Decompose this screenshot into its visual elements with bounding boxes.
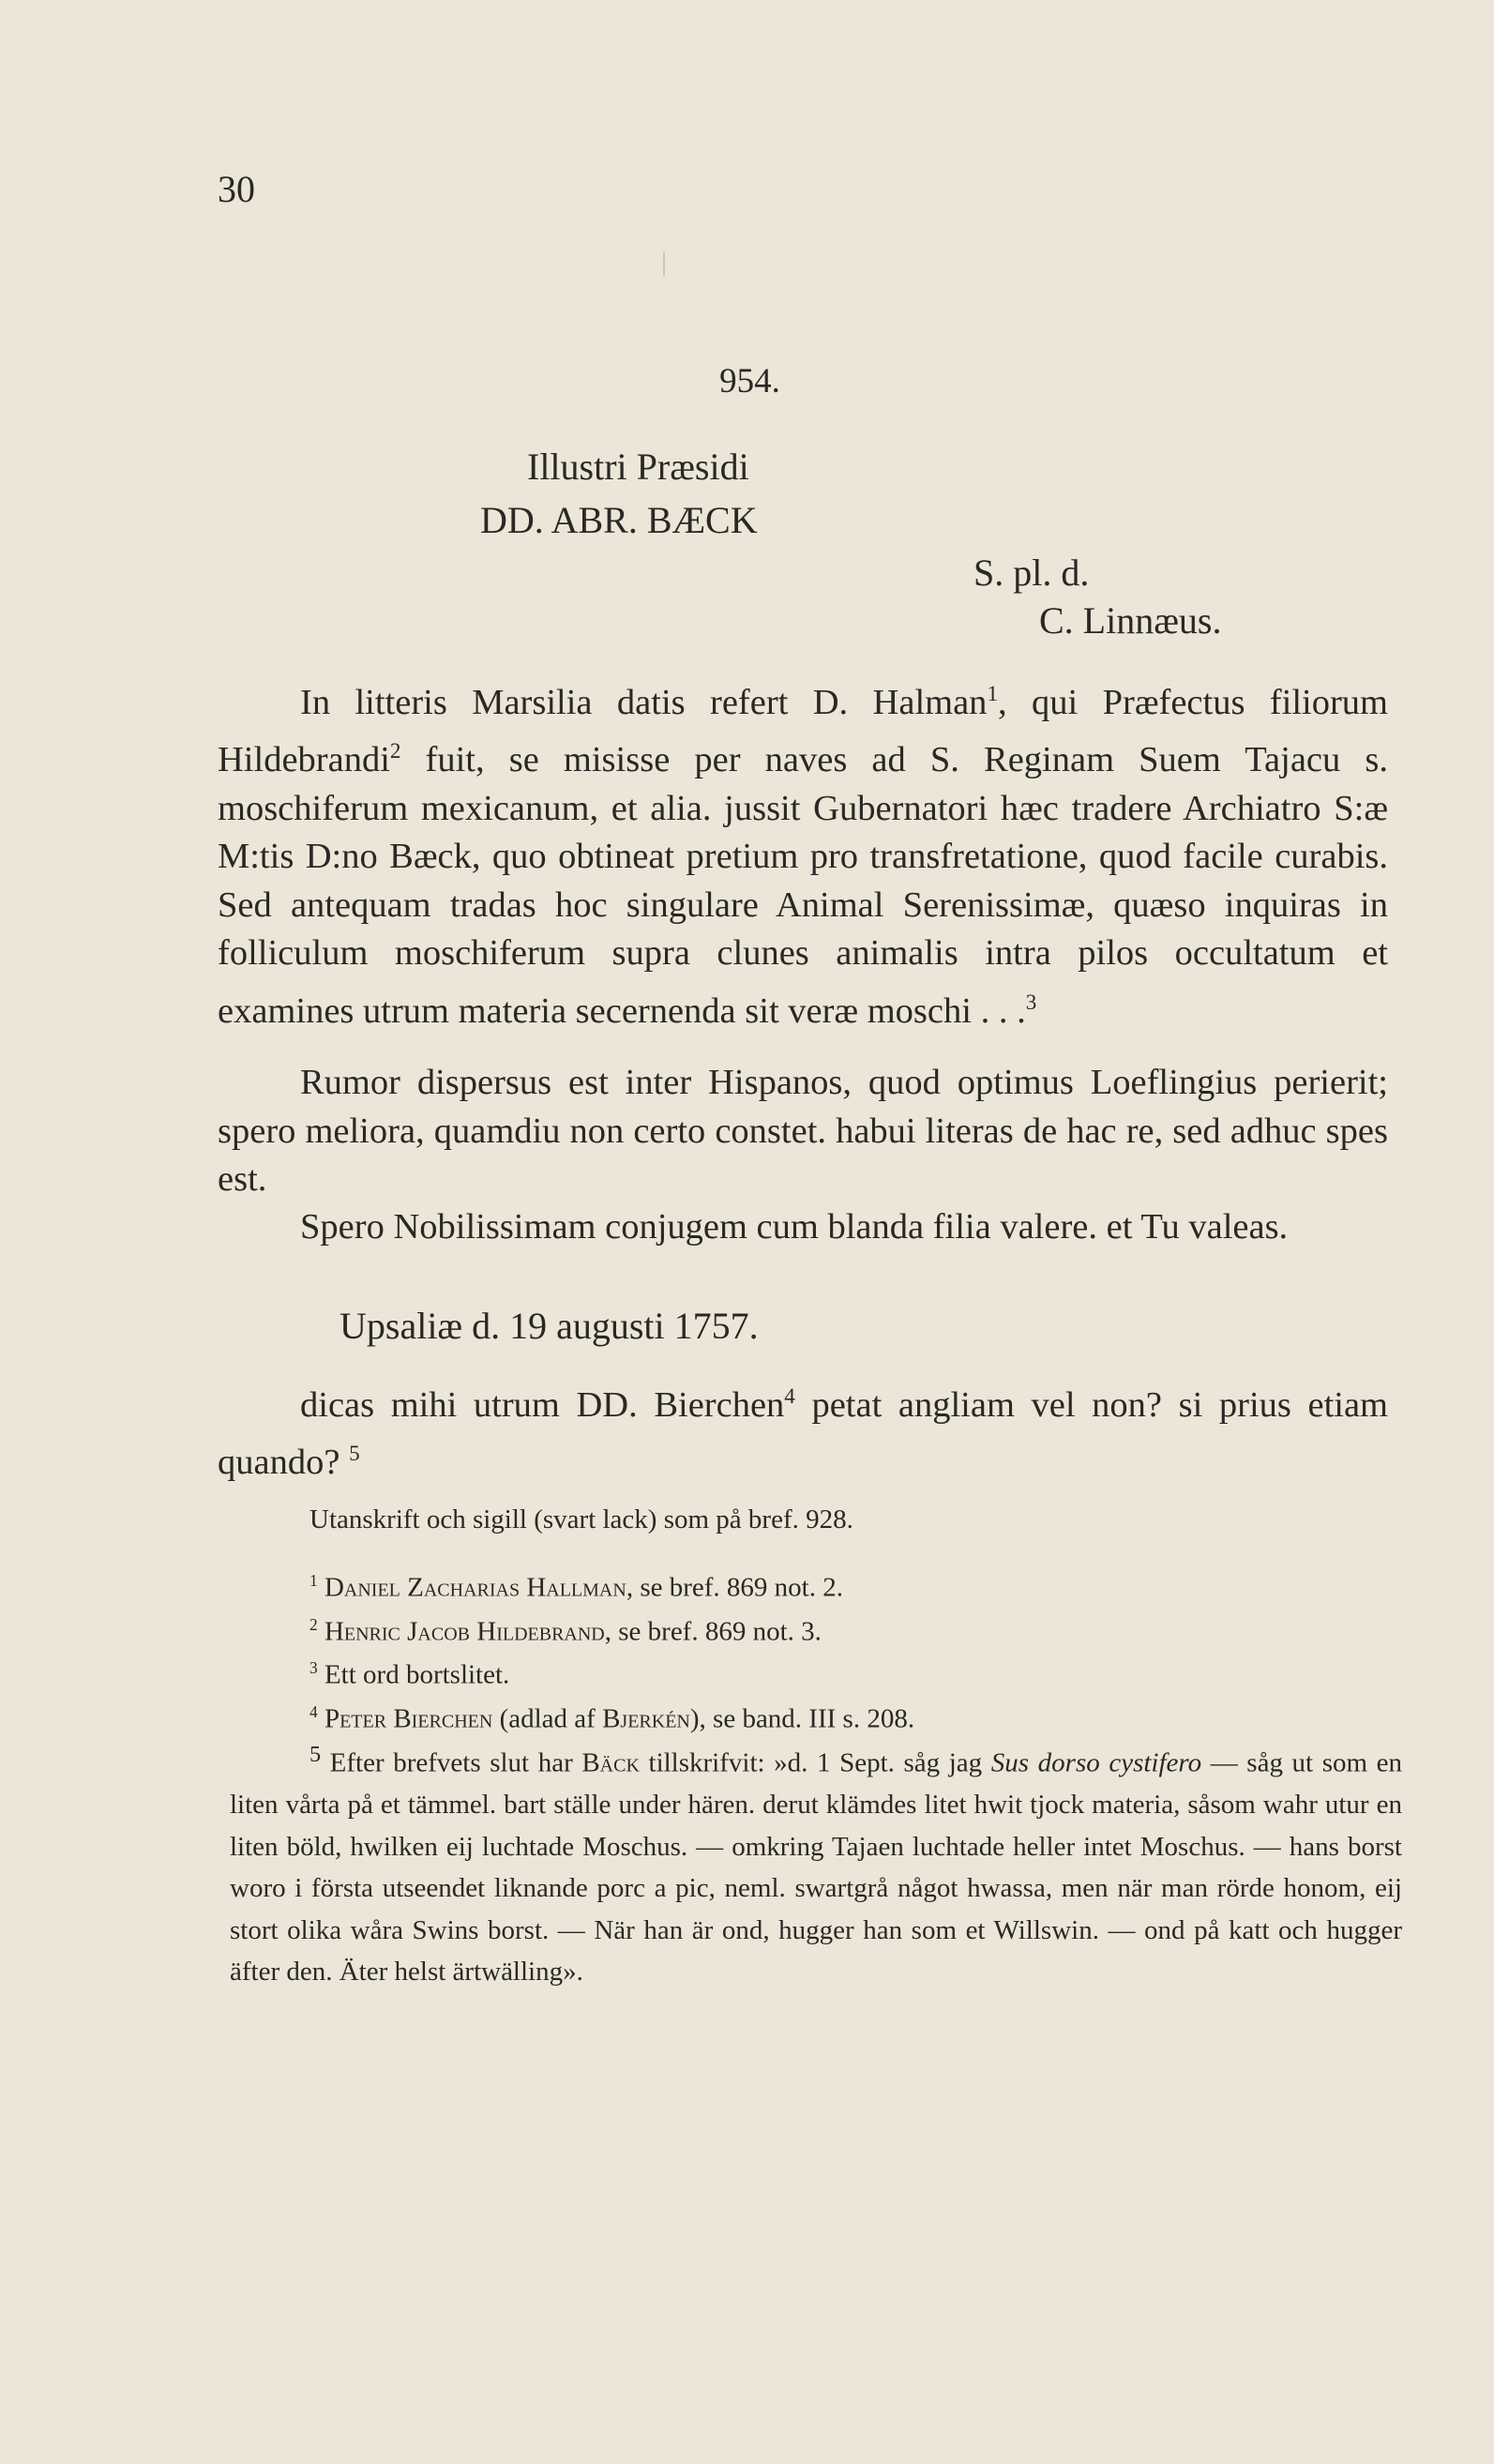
p1-text-b: , qui Præfectus filiorum Hildebrandi — [218, 682, 1388, 780]
footnote-3 — [309, 1658, 509, 1691]
footnote-5-b: tillskrifvit: »d. 1 Sept. såg jag — [639, 1747, 991, 1778]
salutation-line-1: S. pl. d. — [973, 552, 1090, 594]
footnote-4-number: 4 — [309, 1702, 318, 1721]
p1-text-a: In litteris Marsilia datis refert D. Halman — [300, 682, 988, 722]
footnote-1-number: 1 — [309, 1571, 318, 1590]
letter-number: 954. — [719, 362, 780, 401]
footnote-4 — [309, 1702, 914, 1735]
footnote-2-name: Henric Jacob Hildebrand — [324, 1616, 605, 1647]
footnote-5 — [230, 1734, 1402, 1993]
footnote-1-name: Daniel Zacharias Hallman — [324, 1572, 626, 1603]
footnote-2 — [309, 1615, 822, 1648]
address-line-2: DD. ABR. BÆCK — [480, 499, 758, 541]
footnote-5-a: Efter brefvets slut har — [329, 1747, 582, 1778]
footnote-ref-5: 5 — [349, 1441, 360, 1466]
footnote-3-number: 3 — [309, 1658, 318, 1677]
footnote-ref-2: 2 — [389, 738, 401, 763]
footnote-5-italic: Sus dorso cystifero — [990, 1747, 1202, 1778]
footnote-4-name: Peter Bierchen — [324, 1703, 493, 1734]
paper-mark — [663, 251, 665, 276]
p1-text-c: fuit, se misisse per naves ad S. Reginam Suem Tajacu s. moschiferum mexicanum, et alia. jussit Gubernatori hæc tradere Archiatro S:æ M:tis D:no Bæck, quo obtineat pretium pro transfretatione, quod facile curabis. Sed antequam tradas hoc singulare Animal Serenissimæ, quæso inquiras in folliculum moschiferum supra clunes animalis intra pilos occultatum et examines utrum materia secernenda sit veræ moschi . . . — [218, 740, 1388, 1031]
footnote-4-name2: Bjerkén — [602, 1703, 690, 1734]
footnote-4-rest: ), se band. III s. 208. — [689, 1703, 915, 1734]
footnote-ref-3: 3 — [1025, 989, 1037, 1014]
footnote-5-name: Bäck — [581, 1747, 640, 1778]
footnote-4-mid: (adlad af — [492, 1703, 603, 1734]
letter-postscript — [218, 1372, 1388, 1488]
footnote-ref-4: 4 — [784, 1383, 795, 1408]
p3-text: Spero Nobilissimam conjugem cum blanda filia valere. et Tu valeas. — [300, 1207, 1289, 1247]
footnote-5-c: — såg ut som en liten vårta på et tämmel. bart ställe under hären. derut klämdes litet hwit tjock materia, såsom wahr utur en liten böld, hwilken eij luchtade Moschus. — omkring Tajaen luchtade heller intet Moschus. — hans borst woro i första utseendet liknande porc a pic, neml. swartgrå något hwassa, men när man rörde honom, eij stort olika wåra Swins borst. — När han är ond, hugger han som et Willswin. — ond på katt och hugger äfter den. Äter helst ärtwälling». — [230, 1747, 1403, 1988]
footnote-2-number: 2 — [309, 1615, 318, 1634]
letter-paragraph-3 — [218, 1203, 1388, 1252]
place-date: Upsaliæ d. 19 augusti 1757. — [340, 1305, 759, 1347]
p4-text-b: petat angliam vel non? si prius etiam quando? — [218, 1384, 1389, 1483]
footnote-ref-1: 1 — [987, 681, 998, 705]
footnote-2-rest: , se bref. 869 not. 3. — [604, 1616, 822, 1647]
p2-text: Rumor dispersus est inter Hispanos, quod optimus Loeflingius perierit; spero meliora, quamdiu non certo constet. habui literas de hac re, sed adhuc spes est. — [218, 1063, 1388, 1199]
letter-paragraph-2 — [218, 1059, 1388, 1204]
address-line-1: Illustri Præsidi — [527, 446, 749, 488]
footnote-5-number: 5 — [309, 1742, 322, 1767]
footnote-1-rest: , se bref. 869 not. 2. — [626, 1572, 843, 1603]
footnote-3-text: Ett ord bortslitet. — [324, 1659, 510, 1690]
page-number: 30 — [218, 168, 255, 210]
address-note: Utanskrift och sigill (svart lack) som på bref. 928. — [309, 1504, 853, 1534]
p4-text-a: dicas mihi utrum DD. Bierchen — [300, 1384, 785, 1425]
salutation-line-2: C. Linnæus. — [1039, 599, 1222, 642]
footnote-1 — [309, 1571, 843, 1604]
letter-paragraph-1 — [218, 670, 1388, 1035]
